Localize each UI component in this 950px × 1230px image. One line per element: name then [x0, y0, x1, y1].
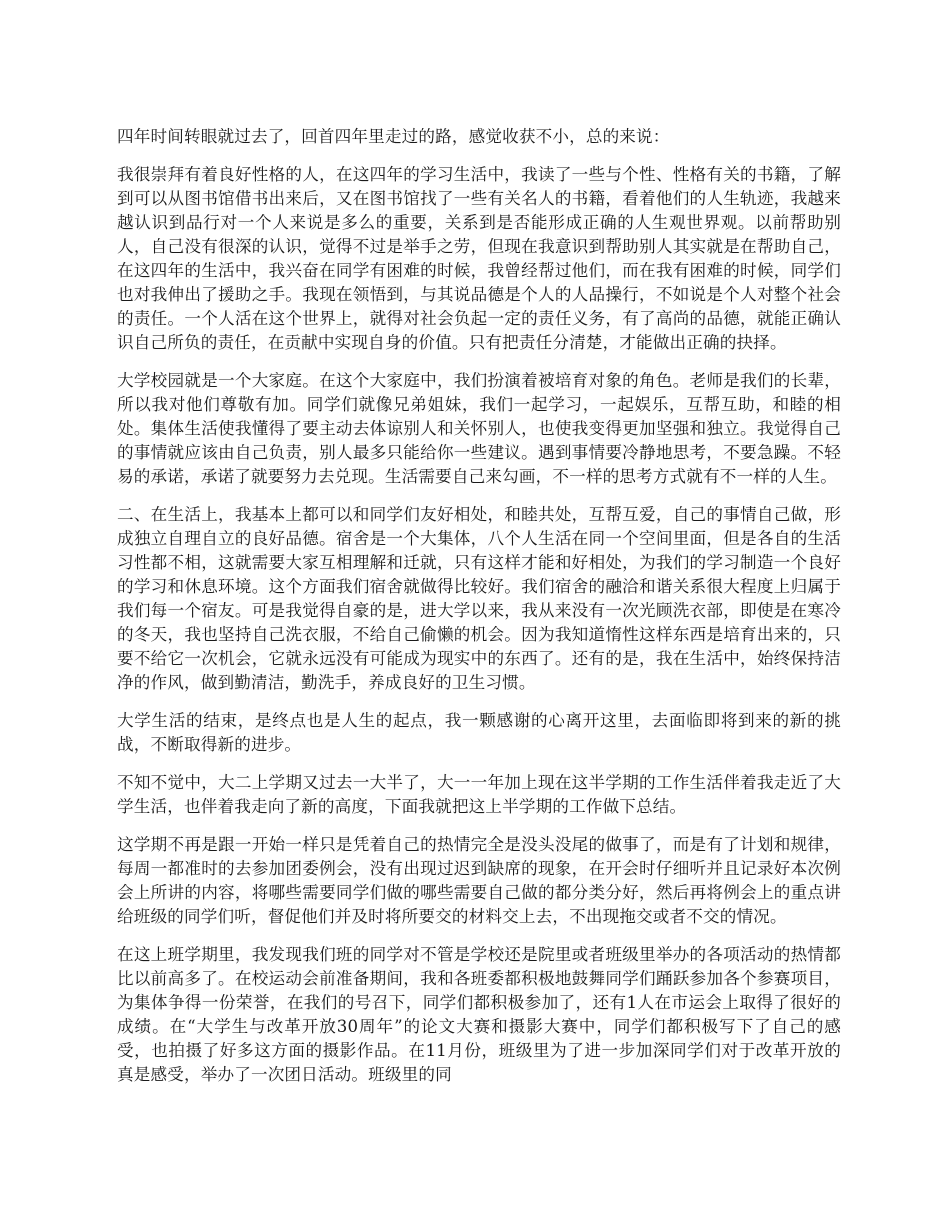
paragraph-character: 我很崇拜有着良好性格的人，在这四年的学习生活中，我读了一些与个性、性格有关的书籍，了解到可以从图书馆借书出来后，又在图书馆找了一些有关名人的书籍，看着他们的人生轨迹，我越来越认识到品行对一个人来说是多么的重要，关系到是否能形成正确的人生观世界观。以前帮助别人，自己没有很深的认识，觉得不过是举手之劳，但现在我意识到帮助别人其实就是在帮助自己，在这四年的生活中，我兴奋在同学有困难的时候，我曾经帮过他们，而在我有困难的时候，同学们也对我伸出了援助之手。我现在领悟到，与其说品德是个人的人品操行，不如说是个人对整个社会的责任。一个人活在这个世界上，就得对社会负起一定的责任义务，有了高尚的品德，就能正确认识自己所负的责任，在贡献中实现自身的价值。只有把责任分清楚，才能做出正确的抉择。 — [117, 165, 841, 352]
paragraph-intro: 四年时间转眼就过去了，回首四年里走过的路，感觉收获不小，总的来说： — [117, 127, 670, 146]
paragraph-campus-family: 大学校园就是一个大家庭。在这个大家庭中，我们扮演着被培育对象的角色。老师是我们的长辈，所以我对他们尊敬有加。同学们就像兄弟姐妹，我们一起学习，一起娱乐，互帮互助，和睦的相处。集体生活使我懂得了要主动去体谅别人和关怀别人，也使我变得更加坚强和独立。我觉得自己的事情就应该由自己负责，别人最多只能给你一些建议。遇到事情要冷静地思考，不要急躁。不轻易的承诺，承诺了就要努力去兑现。生活需要自己来勾画，不一样的思考方式就有不一样的人生。 — [117, 371, 841, 486]
paragraph-life: 二、在生活上，我基本上都可以和同学们友好相处，和睦共处，互帮互爱，自己的事情自己做，形成独立自理自立的良好品德。宿舍是一个大集体，八个人生活在同一个空间里面，但是各自的生活习性都不相，这就需要大家互相理解和迁就，只有这样才能和好相处，为我们的学习制造一个良好的学习和休息环境。这个方面我们宿舍就做得比较好。我们宿舍的融洽和谐关系很大程度上归属于我们每一个宿友。可是我觉得自豪的是，进大学以来，我从来没有一次光顾洗衣部，即使是在寒冷的冬天，我也坚持自己洗衣服，不给自己偷懒的机会。因为我知道惰性这样东西是培育出来的，只要不给它一次机会，它就永远没有可能成为现实中的东西了。还有的是，我在生活中，始终保持洁净的作风，做到勤清洁，勤洗手，养成良好的卫生习惯。 — [117, 505, 841, 692]
paragraph-semester: 不知不觉中，大二上学期又过去一大半了，大一一年加上现在这半学期的工作生活伴着我走近了大学生活，也伴着我走向了新的高度，下面我就把这上半学期的工作做下总结。 — [117, 773, 841, 816]
paragraph-work-plan: 这学期不再是跟一开始一样只是凭着自己的热情完全是没头没尾的做事了，而是有了计划和规律，每周一都准时的去参加团委例会，没有出现过迟到缺席的现象，在开会时仔细听并且记录好本次例会上所讲的内容，将哪些需要同学们做的哪些需要自己做的都分类分好，然后再将例会上的重点讲给班级的同学们听，督促他们并及时将所要交的材料交上去，不出现拖交或者不交的情况。 — [117, 835, 841, 926]
document-body — [117, 125, 841, 1101]
paragraph-activities: 在这上班学期里，我发现我们班的同学对不管是学校还是院里或者班级里举办的各项活动的热情都比以前高多了。在校运动会前准备期间，我和各班委都积极地鼓舞同学们踊跃参加各个参赛项目，为集体争得一份荣誉，在我们的号召下，同学们都积极参加了，还有1人在市运会上取得了很好的成绩。在“大学生与改革开放30周年”的论文大赛和摄影大赛中，同学们都积极写下了自己的感受，也拍摄了好多这方面的摄影作品。在11月份，班级里为了进一步加深同学们对于改革开放的真是感受，举办了一次团日活动。班级里的同 — [117, 945, 841, 1084]
paragraph-graduation: 大学生活的结束，是终点也是人生的起点，我一颗感谢的心离开这里，去面临即将到来的新的挑战，不断取得新的进步。 — [117, 711, 841, 754]
